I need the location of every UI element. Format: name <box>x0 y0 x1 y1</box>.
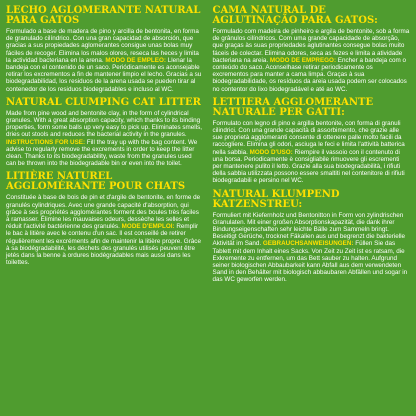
usage-text-portuguese: Encher a bandeja com o conteúdo do saco. Aconselhase retirar periodicamente os excrementos para manter a cama limpa. Graças à sua biodegradabilidade, os resíduos da areia usada podem ser colocados no contentor do lixo biodegradável e até ao WC. <box>212 56 407 93</box>
usage-text-german: Füllen Sie das Tablett mit dem Inhalt eines Sacks. Von Zeit zu Zeit ist es ratsam, die Exkremente zu entfernen, um das Bett sauber zu halten. Aufgrund seiner biologischen Abbaubarkeit kann Abfall aus dem verwendeten Sand in den Behälter mit biologisch abbaubaren Abfällen und sogar in das WC geworfen werden. <box>212 240 408 284</box>
description-text-spanish: Formulado a base de madera de pino y arcilla de bentonita, en forma de granulado cilíndrico. Con una gran capacidad de absorción, que gracias a sus propiedades aglomerantes consigue unas bolas muy fáciles de recoger. Elimina los malos olores, reseca las heces y limita la actividad bacteriana en la arena. <box>6 28 199 64</box>
section-french <box>6 172 204 266</box>
description-german <box>213 212 411 284</box>
left-column <box>6 6 204 416</box>
description-text-italian: Formulato con legno di pino e argilla bentonite, con forma di granuli cilindrici. Con una grande capacità di assorbimento, che grazie alle sue proprietà agglomeranti consente di ottenere palle molto facili da raccogliere. Elimina gli odori, asciuga le feci e limita l'attività batterica nella sabbia. <box>212 119 405 156</box>
usage-label-spanish: MODO DE EMPLEO: <box>105 56 166 64</box>
usage-label-french: MODE D'EMPLOI: <box>121 223 175 231</box>
usage-label-english: INSTRUCTIONS FOR USE: <box>6 138 86 146</box>
usage-label-italian: MODO D'USO: <box>249 148 293 156</box>
description-spanish <box>6 28 204 93</box>
section-title-portuguese: CAMA NATURAL DE AGLUTINAÇÃO PARA GATOS: <box>212 5 378 26</box>
section-title-french: LITIÈRE NATUREL AGGLOMÉRANTE POUR CHATS <box>6 171 186 193</box>
usage-label-portuguese: MODO DE EMPREGO: <box>269 56 337 64</box>
description-portuguese <box>213 28 411 93</box>
usage-label-german: GEBRAUCHSANWEISUNGEN: <box>262 240 354 248</box>
section-italian <box>213 98 411 185</box>
usage-text-italian: Riempire il vassoio con il contenuto di una borsa. Periodicamente è consigliabile rimuovere gli escrementi per mantenere pulito il letto. Grazie alla sua biodegradabilità, i rifiuti della sabbia utilizzata possono essere smaltiti nel contenitore di rifiuti biodegradabili e persino nel WC. <box>212 148 405 185</box>
section-title-english: NATURAL CLUMPING CAT LITTER <box>6 96 201 108</box>
section-title-italian: LETTIERA AGGLOMERANTE NATURALE PER GATTI: <box>212 96 374 118</box>
description-italian <box>213 120 411 185</box>
usage-text-english: Fill the tray up with the bag content. We advise to regularly remove the excrements in order to keep the litter clean. Thanks to its biodegradability, waste from the granules used can be thrown into the biodegradable bin or even into the toilet. <box>6 138 198 168</box>
section-english <box>6 98 204 168</box>
section-title-german: NATURAL KLUMPEND KATZENSTREU: <box>212 188 340 210</box>
description-text-english: Made from pine wood and bentonite clay, in the form of cylindrical granules. With a great absorption capacity, which thanks to its binding properties, form some balls up very easy to pick up. Eliminates smells, dries out stools and reduces the bacterial activity in the granules. <box>6 109 202 139</box>
usage-text-spanish: Llenar la bandeja con el contenido de un saco. Periódicamente es aconsejable retirar los excrementos a fin de mantener limpio el lecho. Gracias a su biodegradabilidad, los residuos de la arena usada se pueden tirar al contenedor de los residuos biodegradables e incluso al WC. <box>6 56 202 93</box>
section-title-spanish: LECHO AGLOMERANTE NATURAL PARA GATOS <box>6 5 201 26</box>
description-text-portuguese: Formulado com madeira de pinheiro e argila de bentonite, sob a forma de grânulos cilíndricos. Com uma grande capacidade de absorção, que graças às suas propriedades aglutinantes consegue bolas muito fáceis de colectar. Elimina odores, seca as fezes e limita a atividade bacteriana na areia. <box>212 28 410 64</box>
usage-text-french: Remplir le bac à litière avec le contenu d'un sac. Il est conseillé de retirer régulièrement les excréments afin de maintenir la litière propre. Grâce à sa biodégradabilité, les déchets des granulés utilisés peuvent être jetés dans la benne à ordures biodégradables mais aussi dans les toilettes. <box>6 223 201 267</box>
section-portuguese <box>213 6 411 93</box>
section-spanish <box>6 6 204 93</box>
description-french <box>6 194 204 266</box>
section-german <box>213 190 411 284</box>
description-english <box>6 110 204 168</box>
description-text-french: Constituée à base de bois de pin et d'argile de bentonite, en forme de granulés cylindriques. Avec une grande capacité d'absorption, qui grâce à ses propriétés agglomérantes forment des boules très faciles à ramasser. Élimine les mauvaises odeurs, dessèche les selles et réduit l'activité bactérienne des granulés. <box>6 194 201 231</box>
description-text-german: Formuliert mit Kiefernholz und Bentonitton in Form von zylindrischen Granulaten. Mit einer großen Absorptionskapazität, die dank ihrer Bindungseigenschaften sehr leichte Bälle zum Sammeln bringt. Beseitigt Gerüche, trocknet Fäkalien aus und begrenzt die bakterielle Aktivität im Sand. <box>212 211 406 248</box>
right-column <box>213 6 411 416</box>
